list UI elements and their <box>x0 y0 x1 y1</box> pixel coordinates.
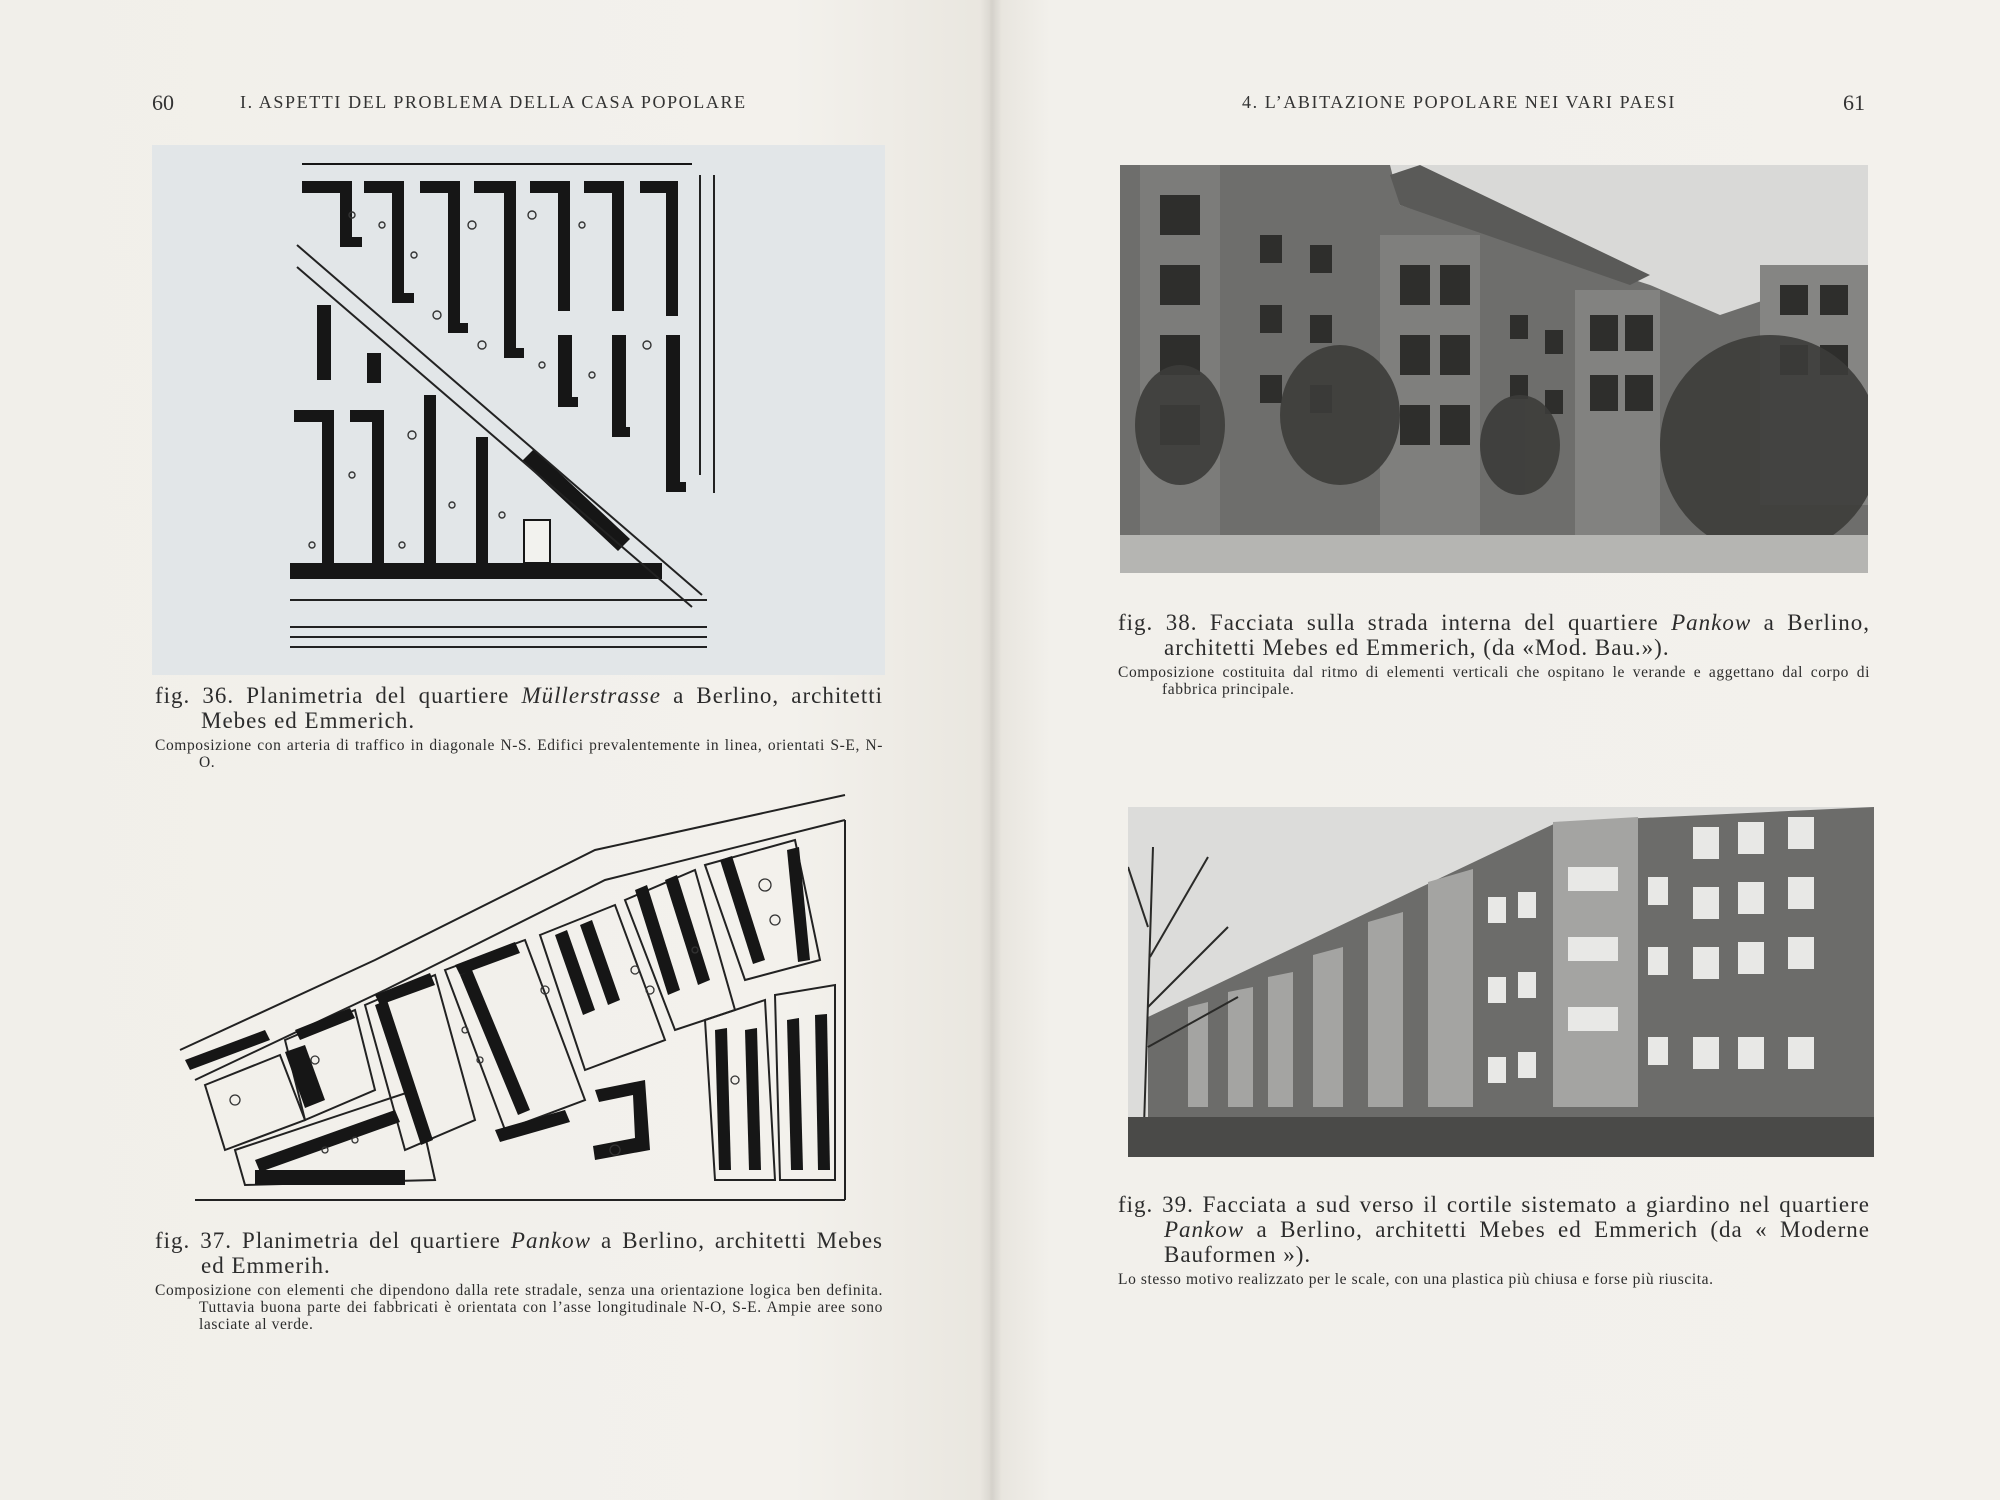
fig37-caption <box>155 1228 883 1333</box>
fig37-note: Composizione con elementi che dipendono dalla rete stradale, senza una orientazione logica ben definita. Tuttavia buona parte dei fabbricati è orientata con l’asse longitudinale N-O, S-E. Ampie aree sono lasciate al verde. <box>155 1282 883 1333</box>
fig36-caption-suffix: a Berlino, architetti Mebes ed Emmerich. <box>201 683 883 733</box>
page-number-right: 61 <box>1843 90 1865 115</box>
fig39-photo <box>1128 807 1874 1157</box>
fig39-caption <box>1118 1192 1870 1288</box>
fig39-note: Lo stesso motivo realizzato per le scale, con una plastica più chiusa e forse più riuscita. <box>1118 1271 1714 1288</box>
fig38-note: Composizione costituita dal ritmo di elementi verticali che ospitano le verande e aggettano dal corpo di fabbrica principale. <box>1118 664 1870 698</box>
fig36-note: Composizione con arteria di traffico in diagonale N-S. Edifici prevalentemente in linea, orientati S-E, N-O. <box>155 737 883 771</box>
fig38-photo <box>1120 165 1868 573</box>
fig36-caption-prefix: fig. 36. Planimetria del quartiere <box>155 683 522 708</box>
fig36-caption-emph: Müllerstrasse <box>521 683 661 708</box>
fig38-caption-suffix: a Berlino, architetti Mebes ed Emmerich, (da «Mod. Bau.»). <box>1164 610 1870 660</box>
page-number-left: 60 <box>152 90 174 115</box>
fig37-plan <box>175 790 855 1220</box>
fig37-caption-suffix: a Berlino, architetti Mebes ed Emmerih. <box>201 1228 883 1278</box>
fig36-plan <box>152 145 885 675</box>
fig37-caption-prefix: fig. 37. Planimetria del quartiere <box>155 1228 511 1253</box>
book-gutter <box>980 0 1002 1500</box>
fig38-caption-emph: Pankow <box>1671 610 1752 635</box>
fig38-caption <box>1118 610 1870 698</box>
running-head-right: 4. L’ABITAZIONE POPOLARE NEI VARI PAESI <box>1242 92 1676 112</box>
fig39-caption-prefix: fig. 39. Facciata a sud verso il cortile sistemato a giardino nel quartiere <box>1118 1192 1870 1217</box>
fig39-caption-emph: Pankow <box>1164 1217 1245 1242</box>
fig38-caption-prefix: fig. 38. Facciata sulla strada interna del quartiere <box>1118 610 1672 635</box>
running-head-left: I. ASPETTI DEL PROBLEMA DELLA CASA POPOLARE <box>240 92 747 112</box>
fig36-caption <box>155 683 883 771</box>
fig39-caption-suffix: a Berlino, architetti Mebes ed Emmerich (da « Moderne Bauformen »). <box>1164 1217 1870 1267</box>
fig37-caption-emph: Pankow <box>510 1228 591 1253</box>
